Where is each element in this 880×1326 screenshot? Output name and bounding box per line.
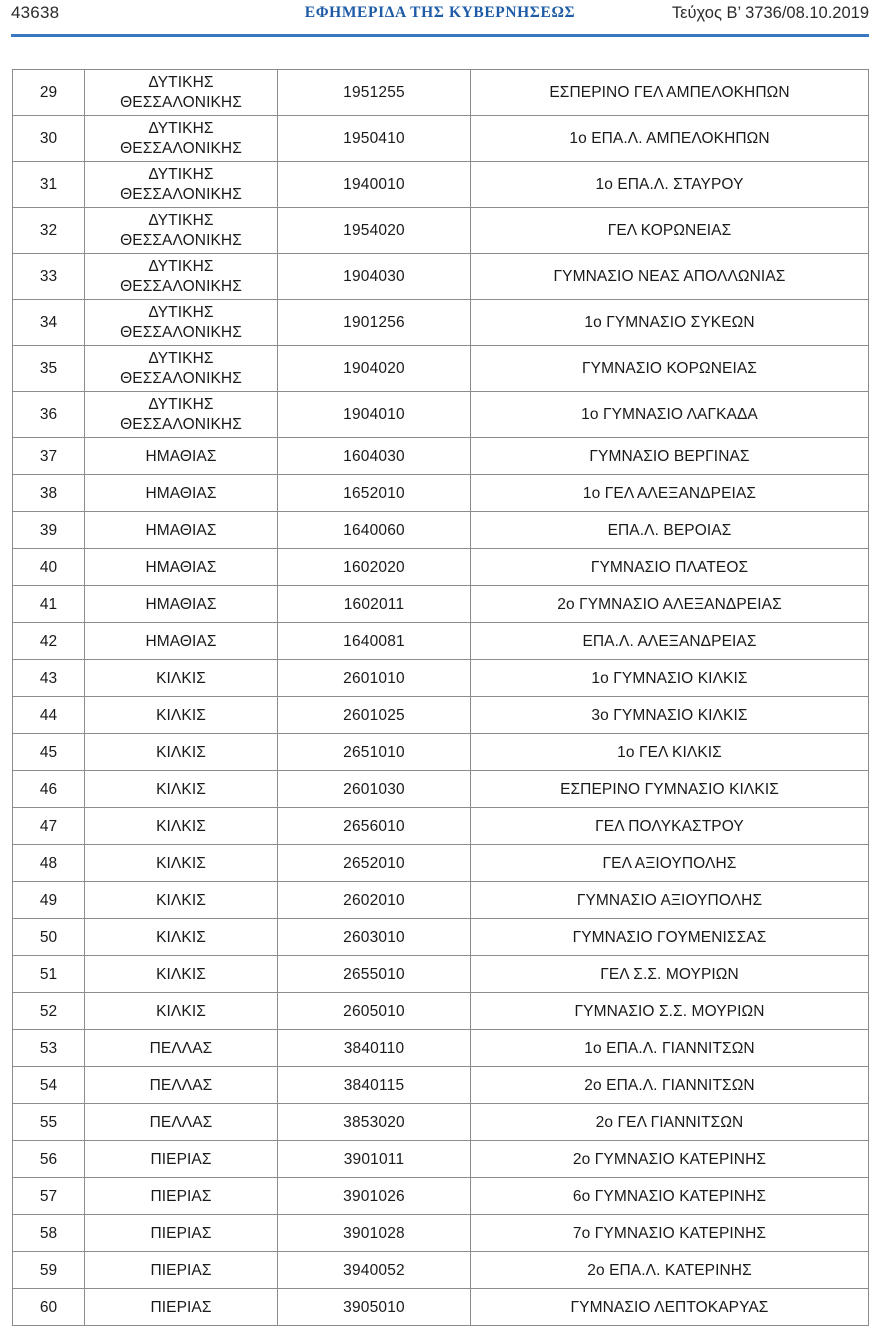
school-code-cell: 3905010 — [278, 1289, 471, 1326]
row-index-cell: 46 — [13, 771, 85, 808]
school-name-cell: ΓΥΜΝΑΣΙΟ ΚΟΡΩΝΕΙΑΣ — [471, 346, 869, 392]
prefecture-line-1: ΔΥΤΙΚΗΣ — [148, 211, 214, 229]
table-row — [13, 1252, 869, 1289]
prefecture-line-1: ΔΥΤΙΚΗΣ — [148, 349, 214, 367]
school-code-cell: 1951255 — [278, 70, 471, 116]
table-row — [13, 254, 869, 300]
table-row — [13, 1141, 869, 1178]
table-row — [13, 882, 869, 919]
school-name-cell: 1ο ΕΠΑ.Λ. ΓΙΑΝΝΙΤΣΩΝ — [471, 1030, 869, 1067]
table-row — [13, 1030, 869, 1067]
school-code-cell: 1604030 — [278, 438, 471, 475]
school-name-cell: ΓΥΜΝΑΣΙΟ Σ.Σ. ΜΟΥΡΙΩΝ — [471, 993, 869, 1030]
table-row — [13, 512, 869, 549]
row-index-cell: 47 — [13, 808, 85, 845]
row-index-cell: 49 — [13, 882, 85, 919]
table-row — [13, 300, 869, 346]
school-name-cell: ΓΥΜΝΑΣΙΟ ΠΛΑΤΕΟΣ — [471, 549, 869, 586]
prefecture-cell: ΚΙΛΚΙΣ — [85, 771, 278, 808]
table-row — [13, 623, 869, 660]
prefecture-line-2: ΘΕΣΣΑΛΟΝΙΚΗΣ — [120, 323, 242, 341]
row-index-cell: 29 — [13, 70, 85, 116]
school-code-cell: 3901011 — [278, 1141, 471, 1178]
row-index-cell: 53 — [13, 1030, 85, 1067]
school-code-cell: 1652010 — [278, 475, 471, 512]
school-code-cell: 3853020 — [278, 1104, 471, 1141]
school-name-cell: 2ο ΓΥΜΝΑΣΙΟ ΚΑΤΕΡΙΝΗΣ — [471, 1141, 869, 1178]
prefecture-line-1: ΔΥΤΙΚΗΣ — [148, 257, 214, 275]
school-code-cell: 1904020 — [278, 346, 471, 392]
prefecture-cell: ΠΙΕΡΙΑΣ — [85, 1141, 278, 1178]
table-row — [13, 771, 869, 808]
school-name-cell: 2ο ΕΠΑ.Λ. ΓΙΑΝΝΙΤΣΩΝ — [471, 1067, 869, 1104]
school-name-cell: 3ο ΓΥΜΝΑΣΙΟ ΚΙΛΚΙΣ — [471, 697, 869, 734]
prefecture-cell — [85, 116, 278, 162]
school-name-cell: ΓΥΜΝΑΣΙΟ ΛΕΠΤΟΚΑΡΥΑΣ — [471, 1289, 869, 1326]
table-row — [13, 475, 869, 512]
table-row — [13, 392, 869, 438]
prefecture-line-2: ΘΕΣΣΑΛΟΝΙΚΗΣ — [120, 231, 242, 249]
row-index-cell: 44 — [13, 697, 85, 734]
school-name-cell: ΓΥΜΝΑΣΙΟ ΑΞΙΟΥΠΟΛΗΣ — [471, 882, 869, 919]
row-index-cell: 37 — [13, 438, 85, 475]
table-row — [13, 162, 869, 208]
school-code-cell: 2601025 — [278, 697, 471, 734]
row-index-cell: 54 — [13, 1067, 85, 1104]
prefecture-cell: ΠΙΕΡΙΑΣ — [85, 1215, 278, 1252]
schools-table — [12, 69, 869, 1326]
school-name-cell: ΓΕΛ ΑΞΙΟΥΠΟΛΗΣ — [471, 845, 869, 882]
school-code-cell: 2651010 — [278, 734, 471, 771]
school-code-cell: 1950410 — [278, 116, 471, 162]
row-index-cell: 42 — [13, 623, 85, 660]
prefecture-cell — [85, 162, 278, 208]
prefecture-cell: ΗΜΑΘΙΑΣ — [85, 623, 278, 660]
table-row — [13, 919, 869, 956]
school-name-cell: 7ο ΓΥΜΝΑΣΙΟ ΚΑΤΕΡΙΝΗΣ — [471, 1215, 869, 1252]
prefecture-line-2: ΘΕΣΣΑΛΟΝΙΚΗΣ — [120, 277, 242, 295]
row-index-cell: 56 — [13, 1141, 85, 1178]
page-running-header — [11, 0, 869, 30]
table-row — [13, 1178, 869, 1215]
prefecture-cell: ΠΕΛΛΑΣ — [85, 1104, 278, 1141]
table-row — [13, 549, 869, 586]
prefecture-line-1: ΔΥΤΙΚΗΣ — [148, 119, 214, 137]
prefecture-cell: ΚΙΛΚΙΣ — [85, 845, 278, 882]
prefecture-cell: ΚΙΛΚΙΣ — [85, 993, 278, 1030]
row-index-cell: 55 — [13, 1104, 85, 1141]
school-name-cell: 1ο ΕΠΑ.Λ. ΣΤΑΥΡΟΥ — [471, 162, 869, 208]
prefecture-cell: ΗΜΑΘΙΑΣ — [85, 475, 278, 512]
row-index-cell: 59 — [13, 1252, 85, 1289]
header-divider-rule — [11, 34, 869, 37]
school-code-cell: 1640060 — [278, 512, 471, 549]
row-index-cell: 38 — [13, 475, 85, 512]
school-code-cell: 2652010 — [278, 845, 471, 882]
prefecture-cell — [85, 254, 278, 300]
table-row — [13, 697, 869, 734]
prefecture-cell: ΚΙΛΚΙΣ — [85, 919, 278, 956]
row-index-cell: 34 — [13, 300, 85, 346]
table-row — [13, 734, 869, 771]
schools-table-body — [13, 70, 869, 1326]
table-row — [13, 346, 869, 392]
school-code-cell: 1954020 — [278, 208, 471, 254]
table-row — [13, 808, 869, 845]
school-name-cell: 1ο ΓΕΛ ΚΙΛΚΙΣ — [471, 734, 869, 771]
school-name-cell: 1ο ΓΕΛ ΑΛΕΞΑΝΔΡΕΙΑΣ — [471, 475, 869, 512]
school-code-cell: 2655010 — [278, 956, 471, 993]
school-code-cell: 2656010 — [278, 808, 471, 845]
school-name-cell: ΓΥΜΝΑΣΙΟ ΝΕΑΣ ΑΠΟΛΛΩΝΙΑΣ — [471, 254, 869, 300]
school-name-cell: ΕΠΑ.Λ. ΑΛΕΞΑΝΔΡΕΙΑΣ — [471, 623, 869, 660]
school-name-cell: 1ο ΓΥΜΝΑΣΙΟ ΚΙΛΚΙΣ — [471, 660, 869, 697]
row-index-cell: 60 — [13, 1289, 85, 1326]
prefecture-cell: ΠΕΛΛΑΣ — [85, 1030, 278, 1067]
prefecture-cell: ΠΙΕΡΙΑΣ — [85, 1289, 278, 1326]
row-index-cell: 40 — [13, 549, 85, 586]
school-code-cell: 2601030 — [278, 771, 471, 808]
table-row — [13, 70, 869, 116]
row-index-cell: 39 — [13, 512, 85, 549]
row-index-cell: 58 — [13, 1215, 85, 1252]
prefecture-line-2: ΘΕΣΣΑΛΟΝΙΚΗΣ — [120, 139, 242, 157]
school-name-cell: ΓΥΜΝΑΣΙΟ ΓΟΥΜΕΝΙΣΣΑΣ — [471, 919, 869, 956]
row-index-cell: 52 — [13, 993, 85, 1030]
school-name-cell: ΕΣΠΕΡΙΝΟ ΓΥΜΝΑΣΙΟ ΚΙΛΚΙΣ — [471, 771, 869, 808]
school-name-cell: ΓΕΛ ΚΟΡΩΝΕΙΑΣ — [471, 208, 869, 254]
school-code-cell: 1904030 — [278, 254, 471, 300]
prefecture-line-2: ΘΕΣΣΑΛΟΝΙΚΗΣ — [120, 93, 242, 111]
row-index-cell: 30 — [13, 116, 85, 162]
prefecture-cell: ΚΙΛΚΙΣ — [85, 808, 278, 845]
page-number: 43638 — [11, 3, 60, 22]
table-row — [13, 845, 869, 882]
table-row — [13, 1289, 869, 1326]
table-row — [13, 1067, 869, 1104]
prefecture-line-1: ΔΥΤΙΚΗΣ — [148, 395, 214, 413]
table-row — [13, 1215, 869, 1252]
prefecture-cell: ΠΙΕΡΙΑΣ — [85, 1178, 278, 1215]
school-name-cell: 2ο ΓΕΛ ΓΙΑΝΝΙΤΣΩΝ — [471, 1104, 869, 1141]
school-name-cell: 2ο ΓΥΜΝΑΣΙΟ ΑΛΕΞΑΝΔΡΕΙΑΣ — [471, 586, 869, 623]
school-name-cell: 2ο ΕΠΑ.Λ. ΚΑΤΕΡΙΝΗΣ — [471, 1252, 869, 1289]
prefecture-cell: ΗΜΑΘΙΑΣ — [85, 512, 278, 549]
school-code-cell: 3840110 — [278, 1030, 471, 1067]
table-row — [13, 956, 869, 993]
school-code-cell: 2603010 — [278, 919, 471, 956]
school-name-cell: 1ο ΓΥΜΝΑΣΙΟ ΛΑΓΚΑΔΑ — [471, 392, 869, 438]
table-row — [13, 586, 869, 623]
row-index-cell: 57 — [13, 1178, 85, 1215]
row-index-cell: 50 — [13, 919, 85, 956]
school-code-cell: 2605010 — [278, 993, 471, 1030]
school-code-cell: 3901026 — [278, 1178, 471, 1215]
issue-reference: Τεύχος Β’ 3736/08.10.2019 — [671, 4, 869, 22]
school-code-cell: 3840115 — [278, 1067, 471, 1104]
table-row — [13, 1104, 869, 1141]
school-name-cell: ΓΕΛ Σ.Σ. ΜΟΥΡΙΩΝ — [471, 956, 869, 993]
school-name-cell: ΕΣΠΕΡΙΝΟ ΓΕΛ ΑΜΠΕΛΟΚΗΠΩΝ — [471, 70, 869, 116]
prefecture-cell — [85, 346, 278, 392]
row-index-cell: 33 — [13, 254, 85, 300]
row-index-cell: 31 — [13, 162, 85, 208]
school-code-cell: 1640081 — [278, 623, 471, 660]
row-index-cell: 41 — [13, 586, 85, 623]
prefecture-cell: ΠΙΕΡΙΑΣ — [85, 1252, 278, 1289]
prefecture-cell: ΠΕΛΛΑΣ — [85, 1067, 278, 1104]
prefecture-cell: ΚΙΛΚΙΣ — [85, 660, 278, 697]
prefecture-line-1: ΔΥΤΙΚΗΣ — [148, 73, 214, 91]
school-code-cell: 2602010 — [278, 882, 471, 919]
school-code-cell: 1602020 — [278, 549, 471, 586]
prefecture-cell: ΚΙΛΚΙΣ — [85, 697, 278, 734]
prefecture-cell: ΗΜΑΘΙΑΣ — [85, 586, 278, 623]
row-index-cell: 51 — [13, 956, 85, 993]
school-name-cell: 6ο ΓΥΜΝΑΣΙΟ ΚΑΤΕΡΙΝΗΣ — [471, 1178, 869, 1215]
prefecture-cell — [85, 70, 278, 116]
school-name-cell: 1ο ΓΥΜΝΑΣΙΟ ΣΥΚΕΩΝ — [471, 300, 869, 346]
school-name-cell: ΓΕΛ ΠΟΛΥΚΑΣΤΡΟΥ — [471, 808, 869, 845]
prefecture-cell: ΚΙΛΚΙΣ — [85, 734, 278, 771]
row-index-cell: 45 — [13, 734, 85, 771]
table-row — [13, 660, 869, 697]
school-name-cell: ΓΥΜΝΑΣΙΟ ΒΕΡΓΙΝΑΣ — [471, 438, 869, 475]
table-row — [13, 208, 869, 254]
school-code-cell: 1904010 — [278, 392, 471, 438]
prefecture-cell: ΗΜΑΘΙΑΣ — [85, 438, 278, 475]
schools-table-container — [12, 69, 869, 1326]
prefecture-cell: ΗΜΑΘΙΑΣ — [85, 549, 278, 586]
prefecture-line-1: ΔΥΤΙΚΗΣ — [148, 303, 214, 321]
row-index-cell: 36 — [13, 392, 85, 438]
table-row — [13, 438, 869, 475]
school-code-cell: 3901028 — [278, 1215, 471, 1252]
table-row — [13, 993, 869, 1030]
table-row — [13, 116, 869, 162]
row-index-cell: 32 — [13, 208, 85, 254]
prefecture-cell — [85, 300, 278, 346]
gazette-title: ΕΦΗΜΕΡΙΔΑ ΤΗΣ ΚΥΒΕΡΝΗΣΕΩΣ — [304, 4, 576, 21]
school-code-cell: 1602011 — [278, 586, 471, 623]
prefecture-cell: ΚΙΛΚΙΣ — [85, 882, 278, 919]
prefecture-line-1: ΔΥΤΙΚΗΣ — [148, 165, 214, 183]
prefecture-line-2: ΘΕΣΣΑΛΟΝΙΚΗΣ — [120, 415, 242, 433]
prefecture-cell — [85, 392, 278, 438]
row-index-cell: 43 — [13, 660, 85, 697]
row-index-cell: 35 — [13, 346, 85, 392]
school-code-cell: 3940052 — [278, 1252, 471, 1289]
prefecture-line-2: ΘΕΣΣΑΛΟΝΙΚΗΣ — [120, 185, 242, 203]
prefecture-cell — [85, 208, 278, 254]
prefecture-line-2: ΘΕΣΣΑΛΟΝΙΚΗΣ — [120, 369, 242, 387]
school-name-cell: 1ο ΕΠΑ.Λ. ΑΜΠΕΛΟΚΗΠΩΝ — [471, 116, 869, 162]
school-code-cell: 2601010 — [278, 660, 471, 697]
school-name-cell: ΕΠΑ.Λ. ΒΕΡΟΙΑΣ — [471, 512, 869, 549]
prefecture-cell: ΚΙΛΚΙΣ — [85, 956, 278, 993]
school-code-cell: 1901256 — [278, 300, 471, 346]
row-index-cell: 48 — [13, 845, 85, 882]
school-code-cell: 1940010 — [278, 162, 471, 208]
